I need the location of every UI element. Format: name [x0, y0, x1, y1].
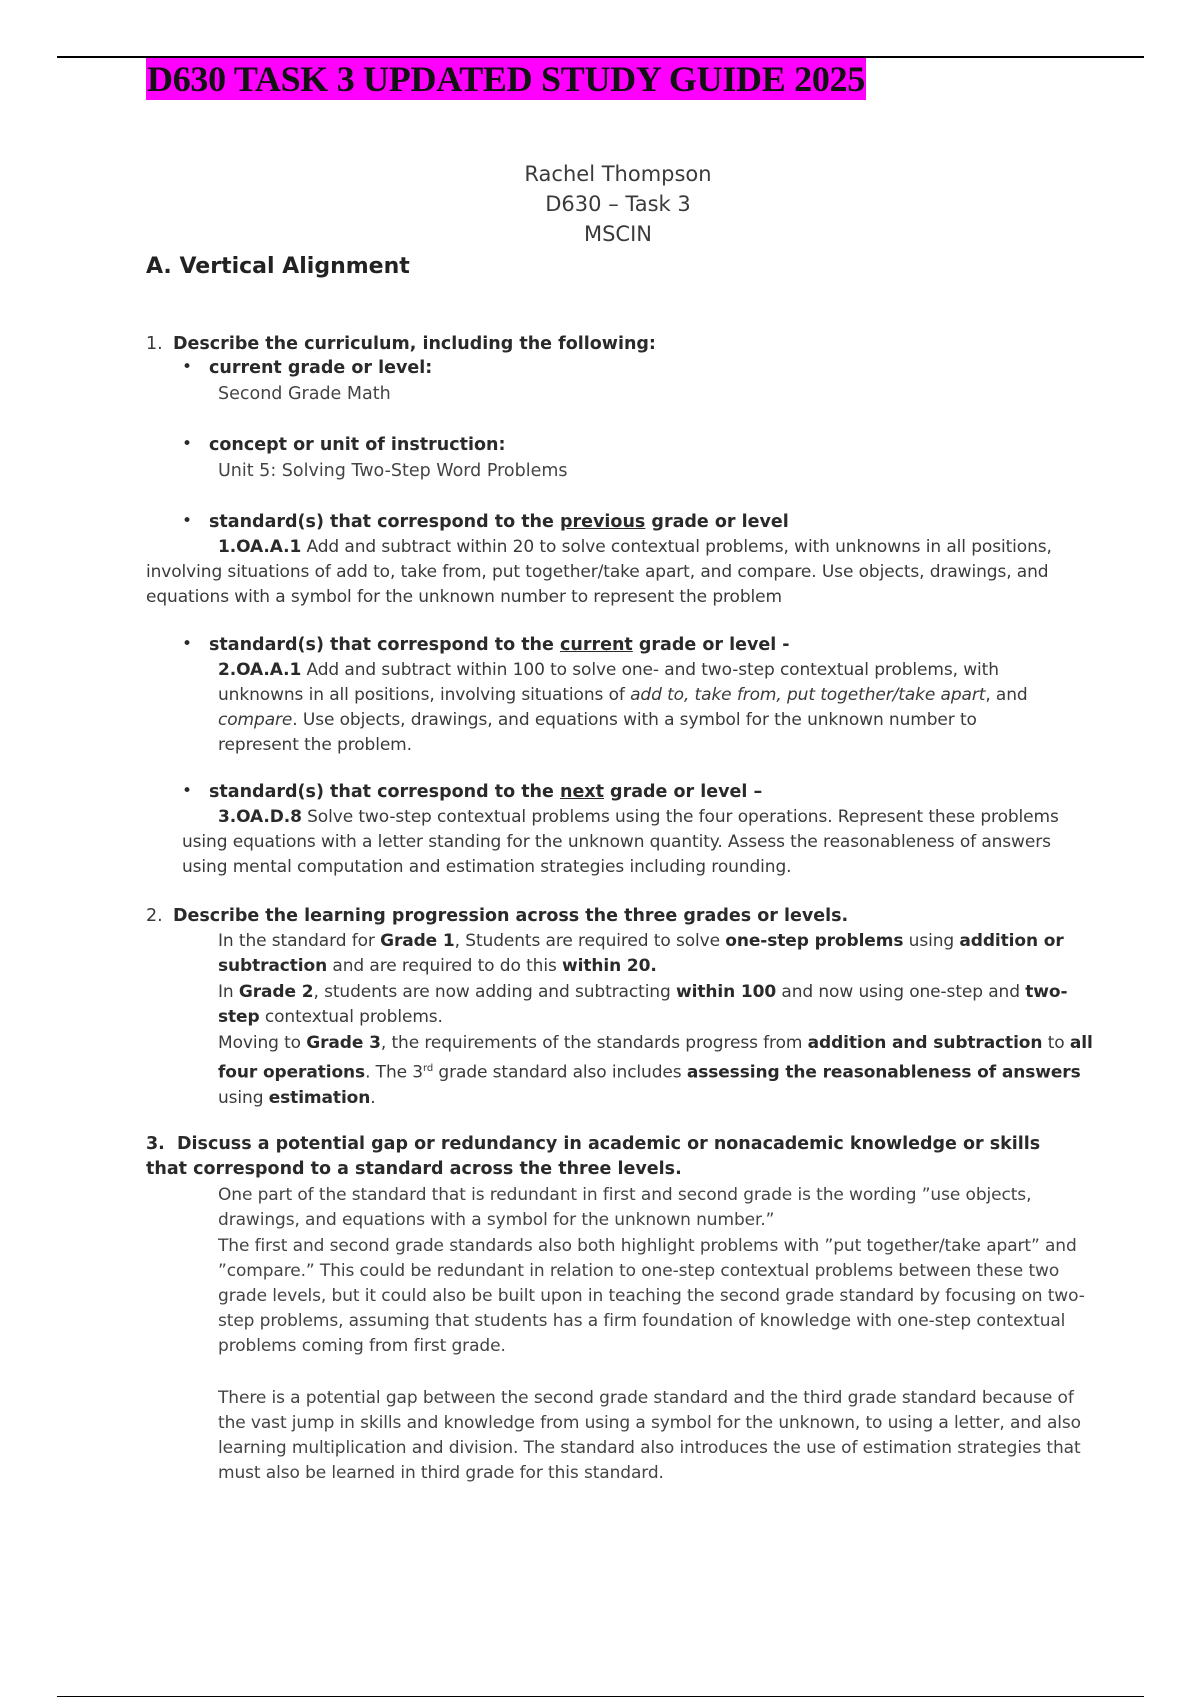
q1-previous-label: standard(s) that correspond to the previous grade or level: [209, 512, 789, 532]
q3-number: 3.: [146, 1134, 165, 1154]
q2-paragraph-grade3: Moving to Grade 3, the requirements of the standards progress from addition and subtraction to all four operations. The 3rd grade standard also includes assessing the reasonableness of answers using estimation.: [218, 1033, 1093, 1108]
q3-prompt: 3. Discuss a potential gap or redundancy in academic or nonacademic knowledge or skills that correspond to a standard across the three levels.: [146, 1134, 1041, 1179]
q2-number: 2.: [146, 906, 163, 926]
q3-paragraph-redundancy: One part of the standard that is redundant in first and second grade is the wording ”use objects, drawings, and equations with a symbol for the unknown number.”: [218, 1185, 1032, 1230]
q1-concept-label: concept or unit of instruction:: [209, 435, 506, 455]
document-title-banner: D630 TASK 3 UPDATED STUDY GUIDE 2025: [147, 59, 865, 99]
current-standard-text: 2.OA.A.1 Add and subtract within 100 to solve one- and two-step contextual problems, with unknowns in all positions, involving situations of add to, take from, put together/take apart, and compare. Use objects, drawings, and equations with a symbol for the unknown number to represent the problem.: [218, 660, 1028, 755]
q2-paragraph-grade2: In Grade 2, students are now adding and subtracting within 100 and now using one-step and two-step contextual problems.: [218, 982, 1068, 1027]
q3-paragraph-redundancy-detail: The first and second grade standards also both highlight problems with ”put together/take apart” and ”compare.” This could be redundant in relation to one-step contextual problems between these two grade levels, but it could also be built upon in teaching the second grade standard by focusing on two-step problems, assuming that students has a firm foundation of knowledge with one-step contextual problems coming from first grade.: [218, 1236, 1085, 1356]
q1-prompt: Describe the curriculum, including the following:: [173, 334, 656, 354]
q1-grade-value: Second Grade Math: [218, 384, 391, 404]
q1-current-label: standard(s) that correspond to the current grade or level -: [209, 635, 790, 655]
q2-paragraph-grade1: In the standard for Grade 1, Students are required to solve one-step problems using addition or subtraction and are required to do this within 20.: [218, 931, 1064, 976]
next-standard-text: 3.OA.D.8 Solve two-step contextual problems using the four operations. Represent these problems using equations with a letter standing for the unknown quantity. Assess the reasonableness of answers using mental computation and estimation strategies including rounding.: [182, 807, 1059, 877]
q1-number: 1.: [146, 334, 163, 354]
bullet-icon: •: [182, 634, 193, 654]
bullet-icon: •: [182, 357, 193, 377]
q1-concept-value: Unit 5: Solving Two-Step Word Problems: [218, 461, 568, 481]
q1-next-label: standard(s) that correspond to the next grade or level –: [209, 782, 763, 802]
section-title: Vertical Alignment: [179, 254, 410, 279]
bullet-icon: •: [182, 511, 193, 531]
section-letter: A.: [146, 254, 172, 279]
previous-standard-text: 1.OA.A.1 Add and subtract within 20 to solve contextual problems, with unknowns in all positions, involving situations of add to, take from, put together/take apart, and compare. Use objects, drawings, and equations with a symbol for the unknown number to represent the problem: [146, 537, 1052, 607]
course-line: D630 – Task 3: [545, 192, 691, 216]
q3-paragraph-gap: There is a potential gap between the second grade standard and the third grade standard because of the vast jump in skills and knowledge from using a symbol for the unknown, to using a letter, and also learning multiplication and division. The standard also introduces the use of estimation strategies that must also be learned in third grade for this standard.: [218, 1388, 1081, 1483]
bullet-icon: •: [182, 434, 193, 454]
standard-code: 1.OA.A.1: [218, 537, 302, 557]
q1-grade-label: current grade or level:: [209, 358, 433, 378]
standard-code: 2.OA.A.1: [218, 660, 302, 680]
bottom-rule: [57, 1696, 1144, 1697]
author-name: Rachel Thompson: [524, 162, 712, 186]
section-heading: [146, 254, 410, 279]
program-line: MSCIN: [583, 222, 652, 246]
bullet-icon: •: [182, 781, 193, 801]
q2-prompt: Describe the learning progression across the three grades or levels.: [173, 906, 849, 926]
standard-code: 3.OA.D.8: [218, 807, 302, 827]
